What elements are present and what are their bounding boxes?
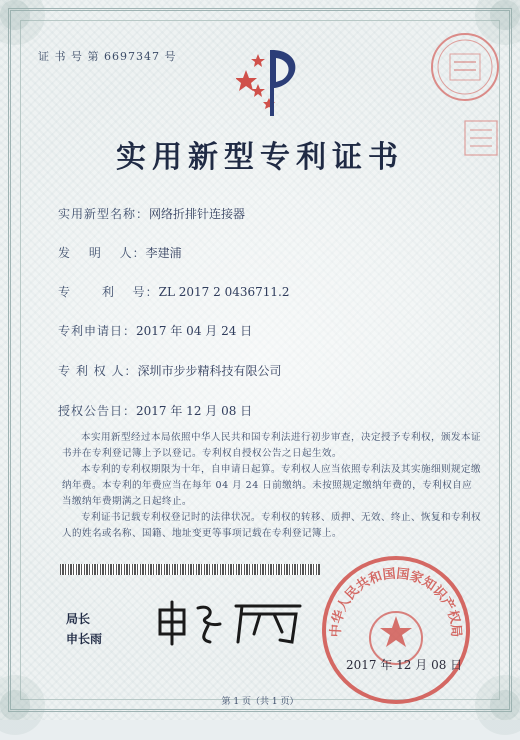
field-value: 李建浦 (145, 246, 182, 260)
field-grant-date (58, 402, 252, 419)
certificate-number: 证 书 号 第 6697347 号 (38, 50, 177, 63)
field-value: ZL 2017 2 0436711.2 (158, 285, 290, 299)
field-label: 专利申请日： (58, 324, 137, 338)
field-label: 专 利 权 人： (58, 364, 138, 378)
body-paragraph: 本专利的专利权期限为十年，自申请日起算。专利权人应当依照专利法及其实施细则规定缴纳年费。本专利的年费应当在每年 04 月 24 日前缴纳。未按照规定缴纳年费的，专利权自应当缴纳年费期满之日起终止。 (62, 464, 482, 507)
field-label: 实用新型名称： (58, 207, 150, 221)
red-seal-stamp (428, 30, 502, 104)
field-inventor (58, 244, 182, 261)
field-label: 发 明 人： (58, 246, 146, 260)
field-patent-number (58, 283, 289, 300)
field-label: 授权公告日： (58, 404, 137, 418)
certificate-title: 实用新型专利证书 (116, 140, 404, 175)
field-patentee (58, 362, 281, 379)
issue-date: 2017 年 12 月 08 日 (346, 658, 463, 672)
red-seal-stamp (318, 552, 474, 708)
field-value: 深圳市步步精科技有限公司 (137, 364, 282, 378)
field-label: 专 利 号： (58, 285, 159, 299)
field-application-date (58, 322, 252, 339)
body-paragraph: 本实用新型经过本局依照中华人民共和国专利法进行初步审查，决定授予专利权，颁发本证书并在专利登记簿上予以登记。专利权自授权公告之日起生效。 (62, 432, 482, 459)
field-value: 2017 年 04 月 24 日 (136, 324, 253, 338)
director-title-label: 局长 (66, 612, 91, 626)
field-value: 2017 年 12 月 08 日 (136, 404, 253, 418)
signature-mark (150, 596, 310, 648)
field-value: 网络折排针连接器 (149, 207, 246, 221)
patent-office-emblem-icon (236, 40, 306, 120)
director-name-label: 申长雨 (66, 632, 103, 646)
seal-text: 中华人民共和国国家知识产权局 (328, 566, 464, 638)
field-utility-model-name (58, 205, 245, 222)
barcode (60, 564, 320, 575)
body-paragraph: 专利证书记载专利权登记时的法律状况。专利权的转移、质押、无效、终止、恢复和专利权人的姓名或名称、国籍、地址变更等事项记载在专利登记簿上。 (62, 512, 482, 539)
page-indicator: 第 1 页（共 1 页） (221, 697, 299, 707)
